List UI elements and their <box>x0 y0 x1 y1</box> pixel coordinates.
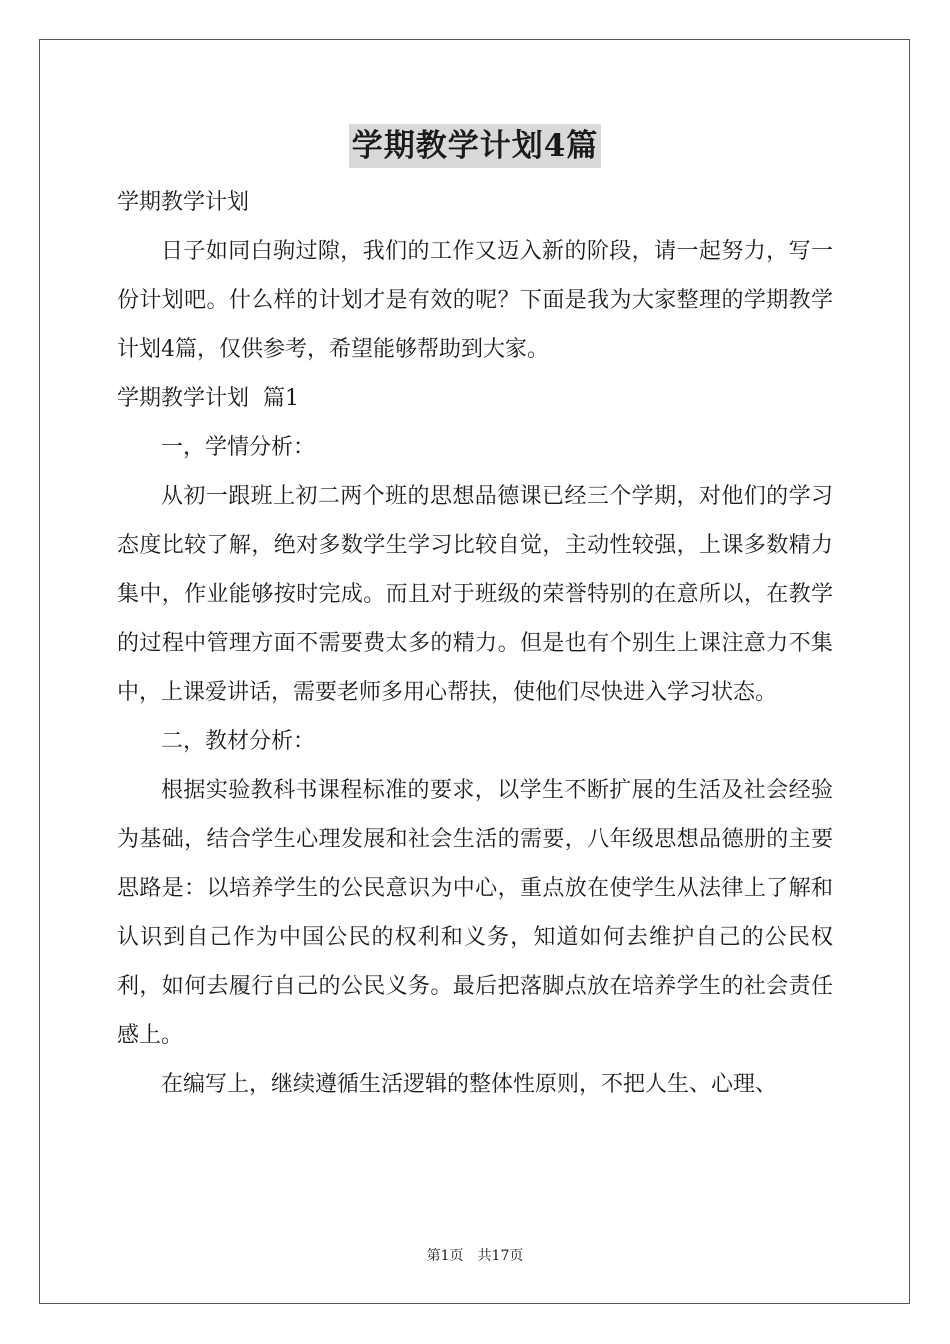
paragraph: 根据实验教科书课程标准的要求，以学生不断扩展的生活及社会经验为基础，结合学生心理发展和社会生活的需要，八年级思想品德册的主要思路是：以培养学生的公民意识为中心，重点放在使学生从法律上了解和认识到自己作为中国公民的权利和义务，知道如何去维护自己的公民权利，如何去履行自己的公民义务。最后把落脚点放在培养学生的社会责任感上。 <box>117 778 833 1048</box>
paragraph: 从初一跟班上初二两个班的思想品德课已经三个学期，对他们的学习态度比较了解，绝对多数学生学习比较自觉，主动性较强，上课多数精力集中，作业能够按时完成。而且对于班级的荣誉特别的在意所以，在教学的过程中管理方面不需要费太多的精力。但是也有个别生上课注意力不集中，上课爱讲话，需要老师多用心帮扶，使他们尽快进入学习状态。 <box>117 484 833 705</box>
page-number: 第1页 <box>426 1248 464 1264</box>
title-container <box>0 124 950 168</box>
document-title: 学期教学计划4篇 <box>349 124 602 168</box>
page-total: 共17页 <box>477 1248 524 1264</box>
page-footer <box>0 1246 950 1266</box>
paragraph: 在编写上，继续遵循生活逻辑的整体性原则，不把人生、心理、 <box>161 1072 778 1097</box>
document-body <box>117 178 833 1109</box>
subsection-heading: 二，教材分析： <box>161 729 316 754</box>
paragraph: 学期教学计划 <box>117 190 250 215</box>
subsection-heading: 一，学情分析： <box>161 435 316 460</box>
paragraph: 日子如同白驹过隙，我们的工作又迈入新的阶段，请一起努力，写一份计划吧。什么样的计划才是有效的呢？下面是我为大家整理的学期教学计划4篇，仅供参考，希望能够帮助到大家。 <box>117 239 833 362</box>
section-heading: 学期教学计划 篇1 <box>117 386 299 411</box>
